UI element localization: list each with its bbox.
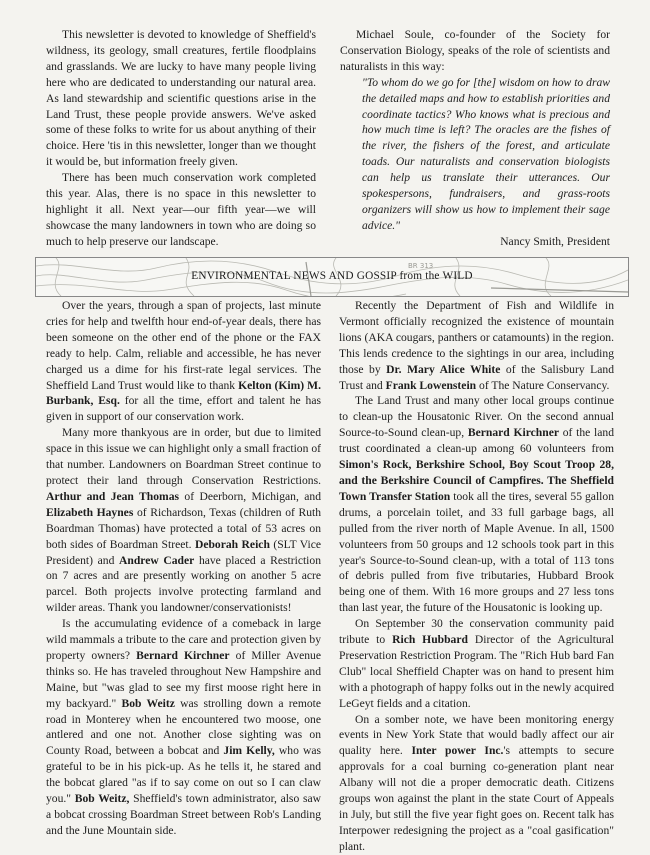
- text-run: of the Salisbury Land Trust and: [339, 362, 614, 392]
- news-left-column: [46, 298, 321, 839]
- text-run: Director of the Agricultural Preservation Restriction Program. The "Rich Hub bard Fan Club" local Sheffield Chapter was on hand to present him with a photograph of happy folks out in the newly acquired LeGeyt fields and a citation.: [339, 633, 615, 710]
- text-run: who was grateful to be in his pick-up. As he tells it, he stared and the bobcat glared "as if to say come on out so I can claw you.": [46, 744, 321, 806]
- text-run: have placed a Restriction on 7 acres and are presently working on another 5 acre parcel. Both projects involve protecting farmland and wilder areas. Thank you landowner/conservationists!: [46, 553, 321, 615]
- person-name: Bernard Kirchner: [467, 426, 559, 440]
- section-banner: [35, 257, 629, 297]
- news-right-column: [339, 298, 614, 855]
- text-run: (SLT Vice President) and: [46, 537, 321, 567]
- person-name: Kelton (Kim) M. Burbank, Esq.: [46, 378, 321, 408]
- text-run: was strolling down a remote road in Monterey when he encountered two moose, one antlered and one not. Another close sighting was on County Road, between a bobcat and: [46, 696, 321, 758]
- person-name: Bernard Kirchner: [136, 648, 230, 662]
- cleanup-paragraph: [339, 393, 614, 616]
- text-run: of Deerborn, Michigan, and: [184, 489, 322, 503]
- intro-paragraph-2: There has been much conservation work completed this year. Alas, there is no space in this newsletter to highlight it all. Next year—our fifth year—we will showcase the many landowners in town who are doing so much to help preserve our landscape.: [46, 171, 316, 248]
- person-name: Deborah Reich: [194, 537, 270, 551]
- organization-names: Simon's Rock, Berkshire School, Boy Scout Troop 28, and the Berkshire Council of Campfires. The Sheffield Town Transfer Station: [339, 458, 614, 503]
- person-name: Bob Weitz: [121, 696, 175, 710]
- person-name: Andrew Cader: [119, 553, 195, 567]
- energy-paragraph: [339, 712, 614, 855]
- intro-right-column: [340, 27, 610, 250]
- text-run: Recently the Department of Fish and Wildlife in Vermont officially recognized the existence of mountain lions (AKA cougars, panthers or catamounts) in the region. This lends credence to the sightings in our area, including those by: [339, 299, 614, 376]
- intro-left-column: [46, 27, 316, 250]
- text-run: took all the tires, several 55 gallon drums, a porcelain toilet, and 33 full garbage bags, all pulled from the river north of Maple Avenue. In all, 1500 volunteers from 50 groups and 12 schools took part in this year's Source-to-Sound clean-up, with a total of 113 tons of debris pulled from five tributaries, Hubbard Brook being one of them. With 16 more groups and 27 less tons than last year, the future of the Housatonic is looking up.: [339, 489, 614, 615]
- intro-paragraph-1: This newsletter is devoted to knowledge of Sheffield's wildness, its geology, small creatures, fertile floodplains and grasslands. We are lucky to have many people living here who are dedicated to understanding our natural area. As land stewardship and scientific questions arise in the Land Trust, these people provide answers. We've asked some of these folks to write for us about anything of their choice. Here 'tis in this newsletter, longer than we thought it would be, but information freely given.: [46, 28, 316, 169]
- person-name: Elizabeth Haynes: [46, 505, 134, 519]
- text-run: The Land Trust and many other local groups continue to clean-up the Housatonic River. On the second annual Source-to-Sound clean-up,: [339, 394, 614, 440]
- mountain-lion-paragraph: [339, 298, 614, 393]
- person-name: Rich Hubbard: [392, 633, 468, 647]
- hubbard-paragraph: [339, 616, 614, 711]
- text-run: On September 30 the conservation community paid tribute to: [339, 617, 614, 647]
- person-name: Frank Lowenstein: [385, 378, 477, 392]
- text-run: Over the years, through a span of projects, last minute cries for help and twelfth hour end-of-year deals, there has been someone on the other end of the phone or the FAX ready to help. Calm, reliable and accessible, he has never charged us a dime for his first-rate legal services. The Sheffield Land Trust would like to thank: [46, 299, 321, 392]
- person-name: Arthur and Jean Thomas: [46, 489, 180, 503]
- text-run: Sheffield's town administrator, also saw a bobcat crossing Boardman Street between Rob's Landing and the June Mountain side.: [46, 792, 321, 837]
- text-run: of Miller Avenue thinks so. He has traveled throughout New Hampshire and Maine, but "was glad to see my first moose right here in my backyard.": [46, 648, 321, 710]
- wildlife-paragraph: [46, 616, 321, 839]
- text-run: 's attempts to secure approvals for a coal burning co-generation plant near Albany will not die a proper democratic death. Citizens groups won against the plant in the state Court of Appeals in July, but still the five year fight goes on. Recent talk has Interpower redesigning the project as a "coal gasification" plant.: [339, 744, 615, 853]
- thankyou-paragraph: [46, 425, 321, 616]
- text-run: Is the accumulating evidence of a comeback in large wild mammals a tribute to the care and protection given by property owners?: [46, 617, 321, 662]
- map-label: BR 313: [408, 262, 434, 270]
- text-run: of The Nature Conservancy.: [479, 378, 610, 392]
- soule-quote: "To whom do we go for [the] wisdom on how to draw the detailed maps and how to establish priorities and coordinate tactics? Who knows what is precious and how much time is left? The oracles are the fishes of the river, the fishers of the forest, and articulate toads. Our naturalists and conservation biologists can help us translate their utterances. Our spokespersons, fundraisers, and grass-roots organizers will show us how to implement their sage advice.": [362, 75, 610, 232]
- president-signature: Nancy Smith, President: [500, 234, 610, 248]
- section-title: ENVIRONMENTAL NEWS AND GOSSIP from the WILD: [191, 270, 473, 282]
- person-name: Dr. Mary Alice White: [386, 362, 501, 376]
- text-run: for all the time, effort and talent he has given in support of our conservation work.: [46, 394, 321, 424]
- burbank-paragraph: [46, 298, 321, 425]
- soule-lead: Michael Soule, co-founder of the Society for Conservation Biology, speaks of the role of scientists and naturalists in this way:: [340, 28, 610, 73]
- person-name: Bob Weitz,: [74, 792, 130, 806]
- text-run: of Richardson, Texas (children of Ruth Boardman Thomas) have protected a total of 53 acres on both sides of Boardman Street.: [46, 505, 322, 551]
- person-name: Jim Kelly,: [223, 744, 275, 758]
- organization-name: Inter power Inc.: [411, 744, 504, 758]
- text-run: of the land trust coordinated a clean-up among 60 volunteers from: [339, 426, 614, 456]
- text-run: Many more thankyous are in order, but due to limited space in this issue we can highlight only a small fraction of that number. Landowners on Boardman Street continue to protect their land through Conservation Restrictions.: [46, 426, 321, 487]
- text-run: On a somber note, we have been monitoring energy events in New York State that would badly affect our air quality here.: [339, 712, 614, 758]
